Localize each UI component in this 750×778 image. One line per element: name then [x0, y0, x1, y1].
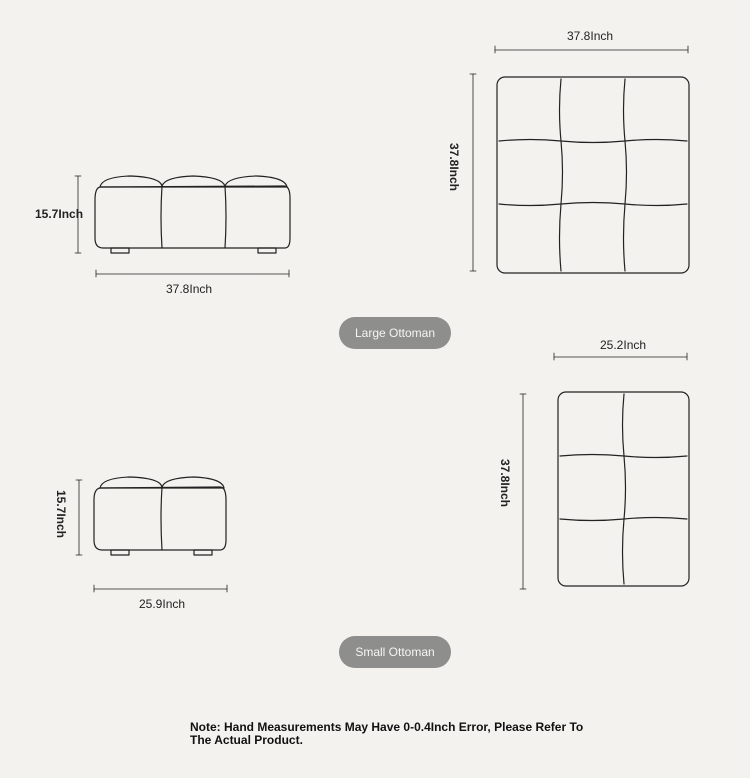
small-ottoman-side-view — [76, 477, 227, 592]
large-top-depth-label: 37.8Inch — [447, 142, 462, 192]
small-side-cushion-1 — [100, 477, 162, 488]
large-side-cushion-2 — [162, 176, 225, 186]
large-ottoman-side-view — [75, 176, 290, 277]
small-top-width-label: 25.2Inch — [600, 338, 647, 352]
large-side-width-label: 37.8Inch — [166, 282, 213, 296]
large-ottoman-label: Large Ottoman — [339, 317, 451, 349]
large-top-outline — [497, 77, 689, 273]
small-ottoman-label: Small Ottoman — [339, 636, 451, 668]
small-top-depth-label: 37.8Inch — [498, 458, 513, 508]
small-side-body — [94, 487, 226, 550]
small-side-width-label: 25.9Inch — [139, 597, 186, 611]
large-side-foot-left — [111, 248, 129, 253]
small-side-foot-right — [194, 550, 212, 555]
large-ottoman-top-view — [470, 46, 689, 273]
measurement-note: Note: Hand Measurements May Have 0-0.4Inch Error, Please Refer To The Actual Product. — [190, 720, 584, 747]
large-side-body — [95, 186, 290, 248]
small-ottoman-top-view — [520, 353, 689, 589]
small-top-outline — [558, 392, 689, 586]
large-side-height-label: 15.7Inch — [35, 207, 84, 221]
large-side-cushion-3 — [225, 176, 287, 187]
small-side-foot-left — [111, 550, 129, 555]
small-side-cushion-2 — [162, 477, 224, 488]
large-side-foot-right — [258, 248, 276, 253]
large-side-cushion-1 — [100, 176, 162, 187]
small-side-height-label: 15.7Inch — [54, 489, 69, 539]
large-top-width-label: 37.8Inch — [567, 29, 614, 43]
